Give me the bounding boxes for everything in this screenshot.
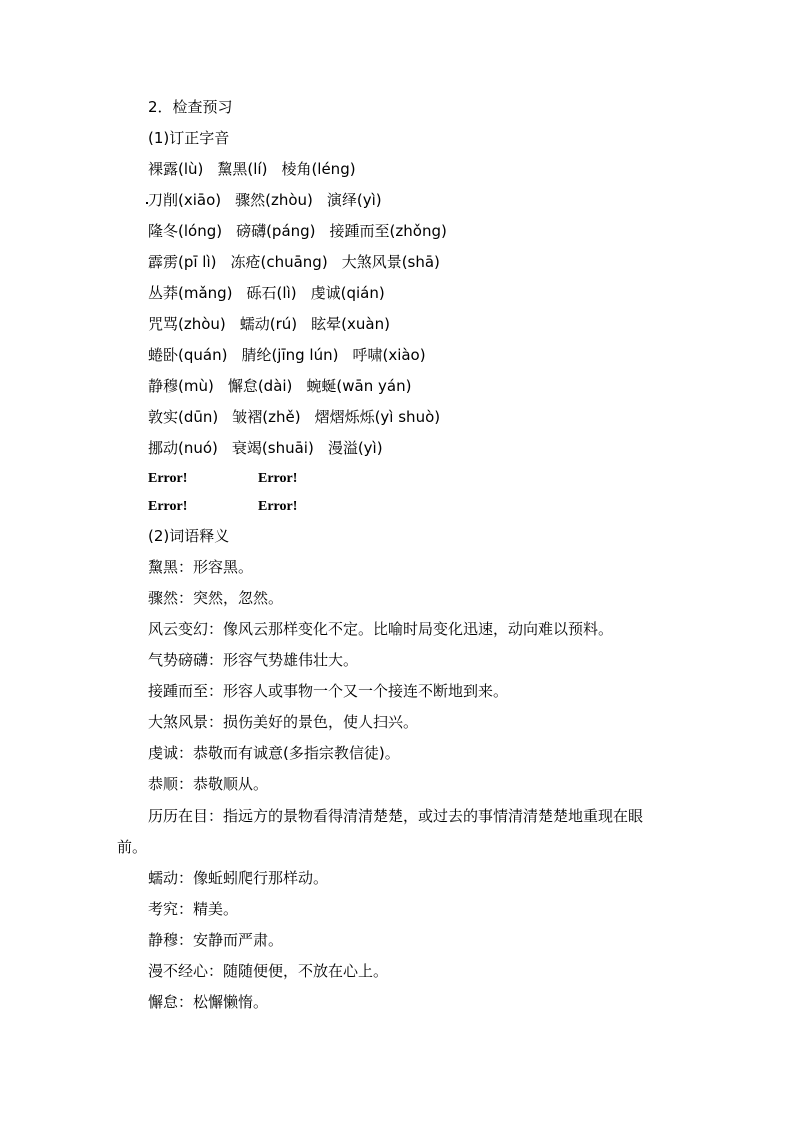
definition-item: 虔诚：恭敬而有诚意(多指宗教信徒)。 <box>148 744 400 762</box>
pronunciation-row <box>148 407 440 427</box>
definition-item: 风云变幻：像风云那样变化不定。比喻时局变化迅速，动向难以预料。 <box>148 620 614 638</box>
word-item: 呼啸(xiào) <box>352 346 426 364</box>
definition-item: 漫不经心：随随便便，不放在心上。 <box>148 962 389 980</box>
error-row <box>148 470 297 488</box>
word-item: 蜿蜒(wān yán) <box>306 377 412 395</box>
word-item: 漫溢(yì) <box>327 439 383 457</box>
pronunciation-heading: (1)订正字音 <box>148 129 230 147</box>
pronunciation-row <box>148 345 426 365</box>
word-item: 眩晕(xuàn) <box>311 315 390 333</box>
error-row <box>148 498 297 516</box>
word-item: 皱褶(zhě) <box>232 408 301 426</box>
word-item: 腈纶(jīng lún) <box>241 346 339 364</box>
definition-item: 大煞风景：损伤美好的景色，使人扫兴。 <box>148 713 419 731</box>
definition-item: 接踵而至：形容人或事物一个又一个接连不断地到来。 <box>148 682 509 700</box>
word-item: 蜷卧(quán) <box>148 346 228 364</box>
word-item: 砾石(lì) <box>246 284 297 302</box>
error-text: Error! <box>148 471 188 486</box>
pronunciation-row <box>148 159 356 179</box>
definition-item-continued: 前。 <box>117 838 148 856</box>
word-item: 挪动(nuó) <box>148 439 218 457</box>
pronunciation-row <box>148 252 440 272</box>
error-text: Error! <box>148 499 188 514</box>
pronunciation-row <box>148 221 447 241</box>
definition-item: 骤然：突然，忽然。 <box>148 589 284 607</box>
word-item: 衰竭(shuāi) <box>231 439 314 457</box>
word-item: 大煞风景(shā) <box>341 253 440 271</box>
definition-item: 恭顺：恭敬顺从。 <box>148 775 269 793</box>
word-item: 霹雳(pī lì) <box>148 253 217 271</box>
error-text: Error! <box>258 499 298 514</box>
word-item: 棱角(léng) <box>281 160 356 178</box>
definitions-heading: (2)词语释义 <box>148 527 230 545</box>
word-item: 接踵而至(zhǒng) <box>329 222 447 240</box>
word-item: 骤然(zhòu) <box>235 191 313 209</box>
pronunciation-row <box>148 438 383 458</box>
definition-item: 考究：精美。 <box>148 900 239 918</box>
pronunciation-row <box>148 283 385 303</box>
word-item: 隆冬(lóng) <box>148 222 223 240</box>
definition-item: 气势磅礴：形容气势雄伟壮大。 <box>148 651 359 669</box>
word-item: 懈怠(dài) <box>227 377 293 395</box>
word-item: 咒骂(zhòu) <box>148 315 226 333</box>
word-item: 熠熠烁烁(yì shuò) <box>314 408 441 426</box>
word-item: 冻疮(chuāng) <box>230 253 328 271</box>
definition-item: 静穆：安静而严肃。 <box>148 931 284 949</box>
word-item: 蠕动(rú) <box>239 315 298 333</box>
definition-item: 历历在目：指远方的景物看得清清楚楚，或过去的事情清清楚楚地重现在眼 <box>148 807 644 825</box>
pronunciation-row <box>148 314 390 334</box>
word-item: 虔诚(qián) <box>310 284 385 302</box>
pronunciation-row <box>148 190 382 210</box>
word-item: 静穆(mù) <box>148 377 214 395</box>
word-item: 磅礴(páng) <box>236 222 316 240</box>
definition-item: 蠕动：像蚯蚓爬行那样动。 <box>148 869 329 887</box>
word-item: 敦实(dūn) <box>148 408 219 426</box>
error-text: Error! <box>258 471 298 486</box>
word-item: 刀削(xiāo) <box>148 191 222 209</box>
definition-item: 懈怠：松懈懒惰。 <box>148 993 269 1011</box>
word-item: 黧黑(lí) <box>217 160 268 178</box>
word-item: 演绎(yì) <box>326 191 382 209</box>
section-title: 2．检查预习 <box>148 98 233 116</box>
pronunciation-row <box>148 376 411 396</box>
word-item: 丛莽(mǎng) <box>148 284 233 302</box>
word-item: 裸露(lù) <box>148 160 204 178</box>
definition-item: 黧黑：形容黑。 <box>148 558 254 576</box>
